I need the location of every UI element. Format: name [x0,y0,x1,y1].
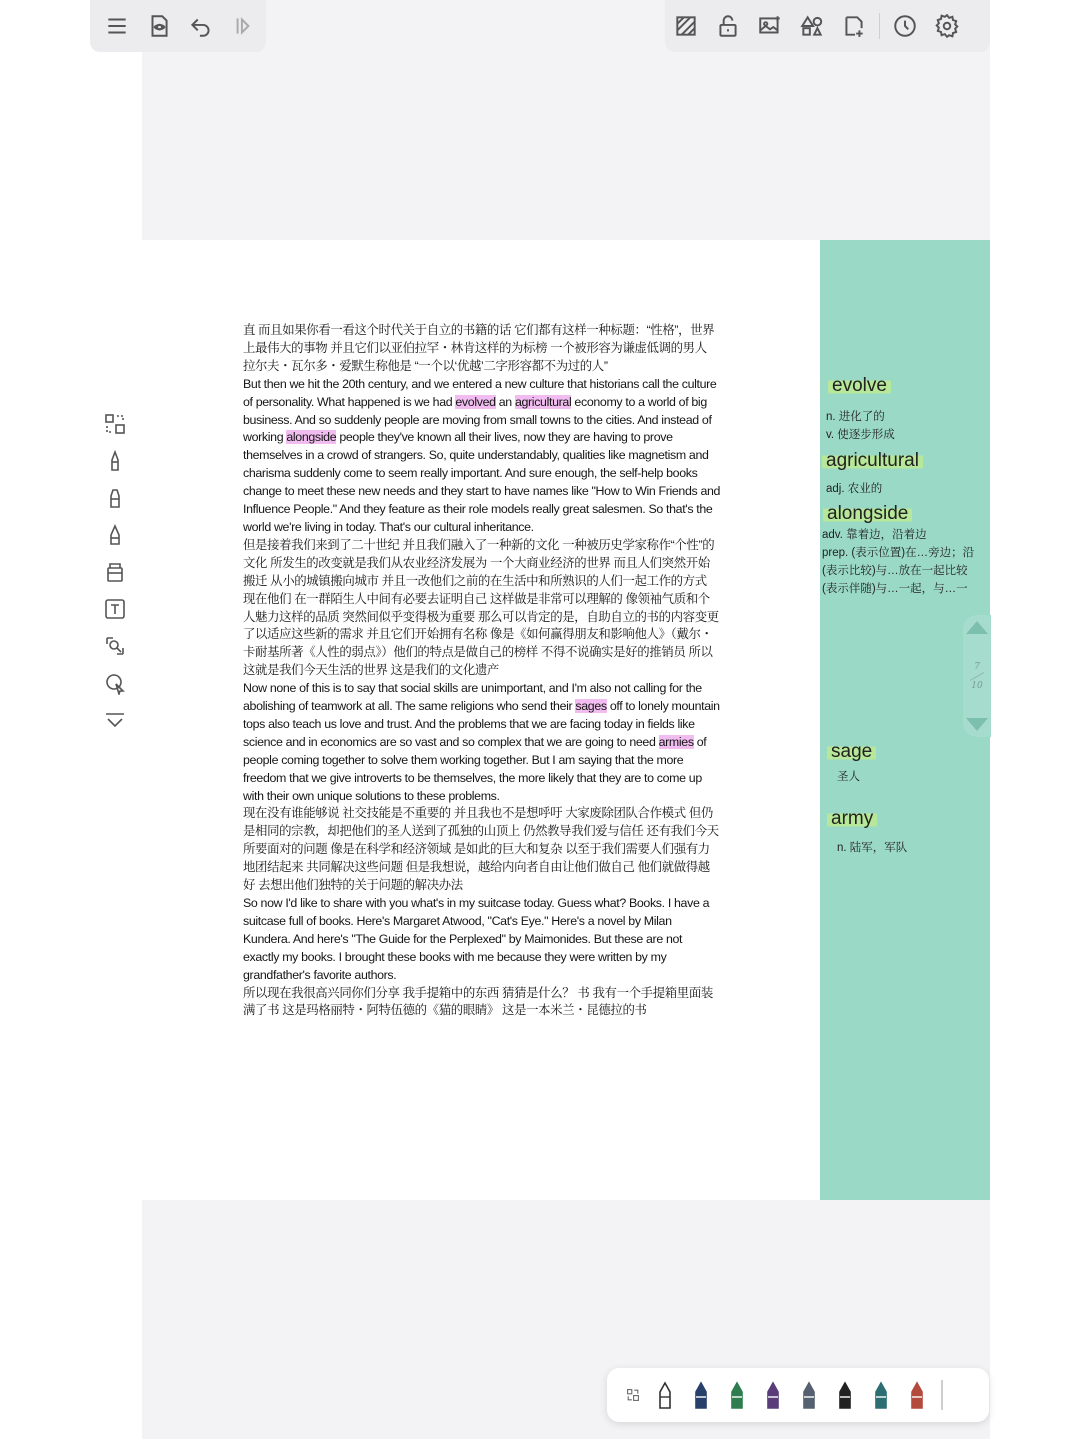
left-tool-strip [100,405,130,738]
vocab-def: n. 陆军，军队 [837,842,908,854]
vocab-def: 圣人 [837,771,860,783]
pen-palette-bar [607,1368,989,1422]
vocab-word-sage: sage [827,741,876,763]
page-navigator [963,615,991,737]
paragraph-zh-4: 所以现在我很高兴同你们分享 我手提箱中的东西 猜猜是什么？ 书 我有一个手提箱里面装满了书 这是玛格丽特・阿特伍德的《猫的眼睛》 这是一本米兰・昆德拉的书 [243,985,713,1018]
pen-grey-icon[interactable] [791,1373,827,1417]
paragraph-en-1: But then we hit the 20th century, and we entered a new culture that historians call the culture of personality. What happened is we had evolved an agricultural economy to a world of big business. And so suddenly people are moving from small towns to the cities. And instead of working alongside people they've known all their lives, now they are having to prove themselves in a crowd of strangers. So, quite understandably, qualities like magnetism and charisma suddenly come to seem really important. And sure enough, the self-help books change to meet these new needs and they start to have names like "How to Win Friends and Influence People." And they feature as their role models really great salesmen. So that's the world we're living in today. That's our cultural inheritance. [243,376,721,534]
vocab-word-army: army [827,808,877,830]
vocab-def: v. 使逐步形成 [826,429,895,441]
shapes-icon[interactable] [791,5,833,47]
page-indicator [969,660,985,693]
pen-teal-icon[interactable] [863,1373,899,1417]
vocab-def: prep. (表示位置)在…旁边；沿 [822,547,975,559]
shape-tool-icon[interactable] [100,664,130,701]
vocab-word-alongside: alongside [823,503,912,525]
page-up-icon[interactable] [966,621,988,634]
page-add-icon[interactable] [833,5,875,47]
vocab-def-clip [820,544,990,598]
pen-navy-icon[interactable] [683,1373,719,1417]
vocab-def: (表示伴随)与…一起，与…一 [822,583,968,595]
lasso-select-icon[interactable] [100,405,130,442]
highlight-armies: armies [658,734,694,749]
vocab-def: adj. 农业的 [826,483,883,495]
vocab-word-agricultural: agricultural [822,450,923,472]
undo-icon[interactable] [180,5,222,47]
paragraph-zh-2: 但是接着我们来到了二十世纪 并且我们融入了一种新的文化 一种被历史学家称作“个性”的文化 所发生的改变就是我们从农业经济发展为 一个大商业经济的世界 而且人们突然开始搬迁 从小的城镇搬向城市 并且一改他们之前的在生活中和所熟识的人们一起工作的方式 现在他们 在一群陌生人中间有必要去证明自己 这样做是非常可以理解的 像领袖气质和个人魅力这样的品质 突然间似乎变得极为重要 那么可以肯定的是，自助自立的书的内容变更了以适应这些新的需求 并且它们开始拥有名称 像是《如何赢得朋友和影响他人》（戴尔・卡耐基所著《人性的弱点》）他们的特点是做自己的榜样 不得不说确实是好的推销员 所以这就是我们今天生活的世界 这是我们的文化遗产 [243,537,719,678]
vocab-def: n. 进化了的 [826,411,885,423]
image-icon[interactable] [749,5,791,47]
paragraph-en-2: Now none of this is to say that social skills are unimportant, and I'm also not calling for the abolishing of teamwork at all. The same religions who send their sages off to lonely mountain tops also teach us love and trust. And the problems that we are facing today in fields like science and in economics are so vast and so complex that we are going to need armies of people coming together to solve them working together. But I am saying that the more freedom that we give introverts to be themselves, the more likely that they are to come up with their own unique solutions to these problems. [243,681,720,803]
page-down-icon[interactable] [966,718,988,731]
settings-icon[interactable] [926,5,968,47]
paragraph-zh-1: 直 而且如果你看一看这个时代关于自立的书籍的话 它们都有这样一种标题：“性格”，世界上最伟大的事物 并且它们以亚伯拉罕・林肯这样的为标榜 一个被形容为谦虚低调的男人 拉尔夫・瓦尔多・爱默生称他是 “一个以‘优越’二字形容都不为过的人” [243,323,715,373]
pen-icon[interactable] [100,442,130,479]
pen-green-icon[interactable] [719,1373,755,1417]
transcript-text [243,322,721,1020]
unlock-icon[interactable] [707,5,749,47]
total-pages: 10 [971,680,983,691]
highlight-agricultural: agricultural [514,394,572,409]
eraser-icon[interactable] [100,553,130,590]
text-tool-icon[interactable] [100,590,130,627]
top-right-toolbar [665,0,990,52]
lasso-small-icon[interactable] [619,1373,647,1417]
pen-white-icon[interactable] [647,1373,683,1417]
highlight-alongside: alongside [286,430,337,445]
pen-bar-divider [941,1380,943,1410]
current-page: 7 [974,661,980,672]
highlight-sages: sages [575,699,607,714]
highlight-evolved: evolved [455,394,496,409]
toolbar-divider [879,13,880,39]
collapse-icon[interactable] [100,701,130,738]
top-left-toolbar [90,0,266,52]
paragraph-zh-3: 现在没有谁能够说 社交技能是不重要的 并且我也不是想呼吁 大家废除团队合作模式 但仍是相同的宗教，却把他们的圣人送到了孤独的山顶上 仍然教导我们爱与信任 还有我们今天所要面对的问题 像是在科学和经济领域 是如此的巨大和复杂 以至于我们需要人们强有力地团结起来 共同解决这些问题 但是我想说，越给内向者自由让他们做自己 他们就做得越好 去想出他们独特的关于问题的解决办法 [243,806,719,893]
pen-red-icon[interactable] [899,1373,935,1417]
menu-icon[interactable] [96,5,138,47]
pen-list [647,1373,935,1417]
redo-icon[interactable] [222,5,264,47]
vocab-word-evolve: evolve [828,375,891,397]
image-tool-icon[interactable] [100,627,130,664]
clock-icon[interactable] [884,5,926,47]
paragraph-en-3: So now I'd like to share with you what's in my suitcase today. Guess what? Books. I have a suitcase full of books. Here's Margaret Atwood, "Cat's Eye." Here's a novel by Milan Kundera. And here's "The Guide for the Perplexed" by Maimonides. But these are not exactly my books. I brought these books with me because they were written by my grandfather's favorite authors. [243,896,710,982]
vocab-def: (表示比较)与…放在一起比较 [822,565,968,577]
document-eye-icon[interactable] [138,5,180,47]
pen-purple-icon[interactable] [755,1373,791,1417]
marker-icon[interactable] [100,516,130,553]
vocab-def: adv. 靠着边，沿着边 [822,529,927,541]
pen-black-icon[interactable] [827,1373,863,1417]
pattern-icon[interactable] [665,5,707,47]
highlighter-icon[interactable] [100,479,130,516]
